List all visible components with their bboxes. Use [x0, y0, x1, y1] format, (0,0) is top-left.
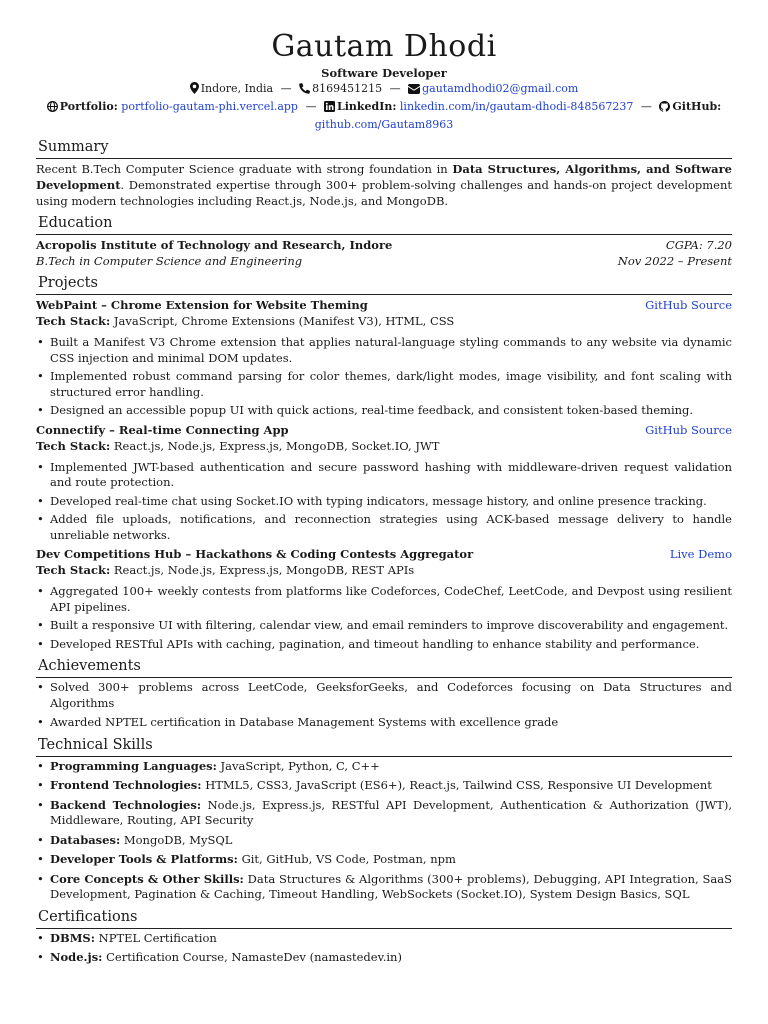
section-divider [36, 756, 732, 757]
skill-value: JavaScript, Python, C, C++ [220, 758, 380, 773]
tech-stack-label: Tech Stack: [36, 314, 111, 328]
skill-label: Frontend Technologies: [50, 778, 202, 792]
bullet-text: Built a responsive UI with filtering, calendar view, and email reminders to improve discoverability and engagement. [50, 618, 729, 632]
cert-label: Node.js: [50, 950, 103, 964]
linkedin-link[interactable]: linkedin.com/in/gautam-dhodi-848567237 [399, 100, 634, 113]
education-heading: Education [38, 215, 113, 231]
list-item: • Added file uploads, notifications, and reconnection strategies using ACK-based message delivery to handle unreliable networks. [37, 512, 732, 542]
achievements-list [36, 680, 732, 731]
summary-heading: Summary [38, 139, 109, 155]
tech-stack-value: JavaScript, Chrome Extensions (Manifest V3), HTML, CSS [113, 314, 455, 328]
certifications-list [36, 931, 732, 966]
list-item: • Databases: MongoDB, MySQL [37, 832, 233, 847]
list-item: • Programming Languages: JavaScript, Python, C, C++ [37, 758, 380, 773]
project-bullets [36, 584, 732, 652]
education-row-2 [36, 253, 732, 269]
list-item: • Awarded NPTEL certification in Database Management Systems with excellence grade [37, 715, 559, 729]
list-item: • Developer Tools & Platforms: Git, GitHub, VS Code, Postman, npm [37, 852, 456, 866]
list-item: • Implemented JWT-based authentication and secure password hashing with middleware-driven request validation and route protection. [37, 459, 732, 489]
list-item: • Implemented robust command parsing for color themes, dark/light modes, image visibility, and font scaling with structured error handling. [37, 369, 732, 399]
project-source-link[interactable]: GitHub Source [645, 298, 732, 312]
bullet-text: Implemented robust command parsing for color themes, dark/light modes, image visibility, and font scaling with structured error handling. [50, 369, 732, 399]
list-item: • DBMS: NPTEL Certification [37, 930, 217, 945]
skill-label: Core Concepts & Other Skills: [50, 871, 244, 886]
project-source-link[interactable]: GitHub Source [645, 422, 732, 437]
linkedin-icon [324, 101, 335, 117]
list-item: • Node.js: Certification Course, NamasteDev (namastedev.in) [37, 950, 402, 964]
skill-value: Data Structures & Algorithms (300+ problems), Debugging, API Integration, SaaS Development, Pagination & Caching, Timeout Handling, WebSockets (Socket.IO), System Design Basics, SQL [50, 871, 733, 901]
education-dates: Nov 2022 – Present [617, 254, 732, 268]
portfolio-link[interactable]: portfolio-gautam-phi.vercel.app [121, 100, 298, 113]
section-divider [36, 294, 732, 295]
tech-stack-value: React.js, Node.js, Express.js, MongoDB, Socket.IO, JWT [113, 438, 440, 453]
achievements-heading: Achievements [38, 658, 141, 674]
summary-text-part: Recent B.Tech Computer Science graduate with strong foundation in [36, 162, 453, 176]
separator: — [640, 100, 652, 113]
education-row-1 [36, 237, 732, 253]
summary-text [36, 161, 732, 209]
contact-line-2 [36, 99, 732, 117]
bullet-text: Implemented JWT-based authentication and secure password hashing with middleware-driven request validation and route protection. [50, 459, 732, 489]
list-item: • Developed RESTful APIs with caching, pagination, and timeout handling to enhance stability and performance. [37, 636, 700, 651]
project-title: Connectify – Real-time Connecting App [36, 422, 289, 437]
skill-value: Git, GitHub, VS Code, Postman, npm [241, 852, 456, 866]
list-item: • Built a Manifest V3 Chrome extension that applies natural-language styling commands to any website via dynamic CSS injection and minimal DOM updates. [37, 335, 732, 365]
certifications-heading: Certifications [38, 908, 138, 925]
contact-line-3 [36, 117, 732, 133]
portfolio-label: Portfolio: [59, 100, 118, 113]
list-item: • Built a responsive UI with filtering, calendar view, and email reminders to improve discoverability and engagement. [37, 618, 729, 632]
project-item [36, 546, 732, 652]
list-item: • Core Concepts & Other Skills: Data Structures & Algorithms (300+ problems), Debugging, API Integration, SaaS Development, Pagination & Caching, Timeout Handling, WebSockets (Socket.IO), System Design Basics, SQL [37, 871, 733, 901]
globe-icon [47, 101, 58, 117]
skill-label: Developer Tools & Platforms: [50, 852, 238, 866]
bullet-text: Developed real-time chat using Socket.IO with typing indicators, message history, and online presence tracking. [50, 493, 707, 508]
tech-stack-label: Tech Stack: [36, 438, 111, 453]
list-item: • Developed real-time chat using Socket.IO with typing indicators, message history, and online presence tracking. [37, 493, 707, 508]
location-text: Indore, India [200, 82, 274, 95]
cert-value: Certification Course, NamasteDev (namastedev.in) [106, 950, 402, 964]
phone-icon [299, 83, 310, 99]
project-item [36, 297, 732, 419]
separator: — [389, 82, 401, 95]
skill-label: Backend Technologies: [50, 797, 202, 812]
project-item [36, 422, 732, 544]
project-header [36, 297, 732, 313]
skills-heading: Technical Skills [38, 736, 153, 753]
section-divider [36, 158, 732, 159]
degree-name: B.Tech in Computer Science and Engineering [36, 254, 303, 268]
project-header [36, 422, 732, 438]
section-divider [36, 677, 732, 678]
skill-value: Node.js, Express.js, RESTful API Development, Authentication & Authorization (JWT), Middleware, Routing, API Security [50, 797, 733, 827]
skill-label: Databases: [50, 832, 121, 847]
project-tech-stack [36, 438, 732, 454]
phone-text: 8169451215 [312, 82, 383, 95]
project-bullets [36, 335, 732, 419]
bullet-text: Added file uploads, notifications, and reconnection strategies using ACK-based message delivery to handle unreliable networks. [50, 512, 732, 542]
skills-list [36, 759, 732, 903]
section-divider [36, 928, 732, 929]
map-pin-icon [190, 82, 199, 99]
list-item: • Designed an accessible popup UI with quick actions, real-time feedback, and consistent token-based theming. [37, 403, 694, 417]
institution-name: Acropolis Institute of Technology and Research, Indore [36, 238, 393, 252]
project-tech-stack [36, 313, 732, 329]
email-link[interactable]: gautamdhodi02@gmail.com [422, 82, 579, 95]
list-item: • Solved 300+ problems across LeetCode, GeeksforGeeks, and Codeforces focusing on Data Structures and Algorithms [37, 680, 732, 710]
project-bullets [36, 460, 732, 544]
project-title: Dev Competitions Hub – Hackathons & Coding Contests Aggregator [36, 547, 474, 561]
list-item: • Aggregated 100+ weekly contests from platforms like Codeforces, CodeChef, LeetCode, and Devpost using resilient API pipelines. [37, 584, 732, 614]
cert-value: NPTEL Certification [98, 930, 217, 945]
contact-line-1 [36, 81, 732, 99]
list-item: • Backend Technologies: Node.js, Express.js, RESTful API Development, Authentication & Authorization (JWT), Middleware, Routing, API Security [37, 797, 733, 827]
cgpa-value: CGPA: 7.20 [665, 238, 732, 252]
envelope-icon [408, 83, 420, 99]
skill-value: MongoDB, MySQL [123, 832, 233, 847]
summary-text-bold: Data Structures, Algorithms, and Software Development [36, 162, 732, 192]
bullet-text: Built a Manifest V3 Chrome extension that applies natural-language styling commands to any website via dynamic CSS injection and minimal DOM updates. [50, 335, 732, 365]
project-tech-stack [36, 562, 732, 578]
candidate-name: Gautam Dhodi [271, 29, 497, 64]
github-link[interactable]: github.com/Gautam8963 [314, 118, 454, 131]
bullet-text: Aggregated 100+ weekly contests from platforms like Codeforces, CodeChef, LeetCode, and Devpost using resilient API pipelines. [50, 584, 732, 614]
project-title: WebPaint – Chrome Extension for Website Theming [36, 298, 368, 312]
project-demo-link[interactable]: Live Demo [669, 547, 732, 561]
achievement-text: Solved 300+ problems across LeetCode, GeeksforGeeks, and Codeforces focusing on Data Structures and Algorithms [50, 680, 732, 710]
skill-label: Programming Languages: [50, 758, 217, 773]
separator: — [305, 100, 317, 113]
linkedin-label: LinkedIn: [336, 100, 397, 113]
cert-label: DBMS: [50, 930, 95, 945]
skill-value: HTML5, CSS3, JavaScript (ES6+), React.js, Tailwind CSS, Responsive UI Development [205, 778, 712, 792]
candidate-role: Software Developer [321, 66, 447, 80]
bullet-text: Designed an accessible popup UI with quick actions, real-time feedback, and consistent token-based theming. [50, 403, 694, 417]
separator: — [280, 82, 292, 95]
project-header [36, 546, 732, 562]
section-divider [36, 234, 732, 235]
projects-heading: Projects [38, 275, 98, 291]
tech-stack-value: React.js, Node.js, Express.js, MongoDB, REST APIs [113, 563, 415, 577]
github-label: GitHub: [672, 100, 722, 113]
github-icon [659, 101, 670, 117]
tech-stack-label: Tech Stack: [36, 563, 111, 577]
summary-text-part: . Demonstrated expertise through 300+ problem-solving challenges and hands-on project development using modern technologies including React.js, Node.js, and MongoDB. [36, 178, 732, 208]
achievement-text: Awarded NPTEL certification in Database Management Systems with excellence grade [50, 715, 559, 729]
bullet-text: Developed RESTful APIs with caching, pagination, and timeout handling to enhance stability and performance. [50, 636, 700, 651]
list-item: • Frontend Technologies: HTML5, CSS3, JavaScript (ES6+), React.js, Tailwind CSS, Responsive UI Development [37, 778, 712, 792]
